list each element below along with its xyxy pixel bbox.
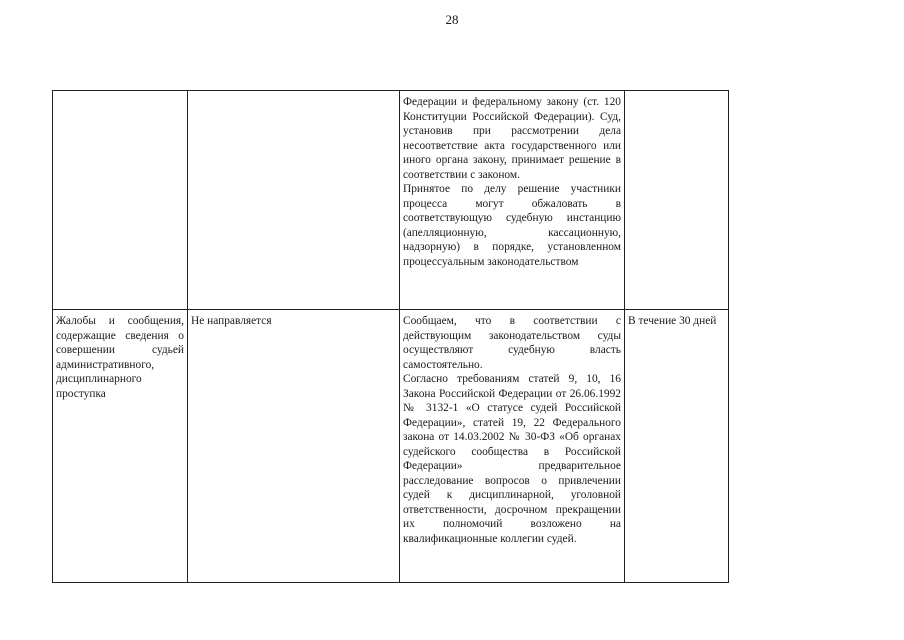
response-paragraph: Согласно требованиям статей 9, 10, 16 Закона Российской Федерации от 26.06.1992 № 3132-1 «О статусе судей Российской Федерации», статей 19, 22 Федерального закона от 14.03.2002 № 30-ФЗ «Об органах судейского сообщества в Российской Федерации» предварительное расследование вопросов о привлечении судей к дисциплинарной, уголовной ответственности, досрочном прекращении их полномочий возложено на квалификационные коллегии судей. bbox=[403, 373, 621, 545]
table-cell-deadline: В течение 30 дней bbox=[625, 310, 729, 583]
table-cell-forwarding bbox=[188, 91, 400, 310]
document-table bbox=[52, 90, 729, 583]
response-paragraph: Принятое по делу решение участники процесса могут обжаловать в соответствующую судебную инстанцию (апелляционную, кассационную, надзорную) в порядке, установленном процессуальным законодательством bbox=[403, 183, 621, 268]
page-number: 28 bbox=[445, 12, 459, 27]
table-row bbox=[53, 91, 729, 310]
response-paragraph: Сообщаем, что в соответствии с действующим законодательством суды осуществляют судебную власть самостоятельно. bbox=[403, 315, 621, 371]
table-cell-appeal-type bbox=[53, 91, 188, 310]
response-paragraph: Федерации и федеральному закону (ст. 120 Конституции Российской Федерации). Суд, установив при рассмотрении дела несоответствие акта государственного или иного органа закону, принимает решение в соответствии с законом. bbox=[403, 96, 621, 181]
table-cell-response bbox=[400, 310, 625, 583]
table-cell-forwarding: Не направляется bbox=[188, 310, 400, 583]
table-cell-appeal-type: Жалобы и сообщения, содержащие сведения о совершении судьей административного, дисциплинарного проступка bbox=[53, 310, 188, 583]
table-cell-response bbox=[400, 91, 625, 310]
table-cell-deadline bbox=[625, 91, 729, 310]
table-row bbox=[53, 310, 729, 583]
